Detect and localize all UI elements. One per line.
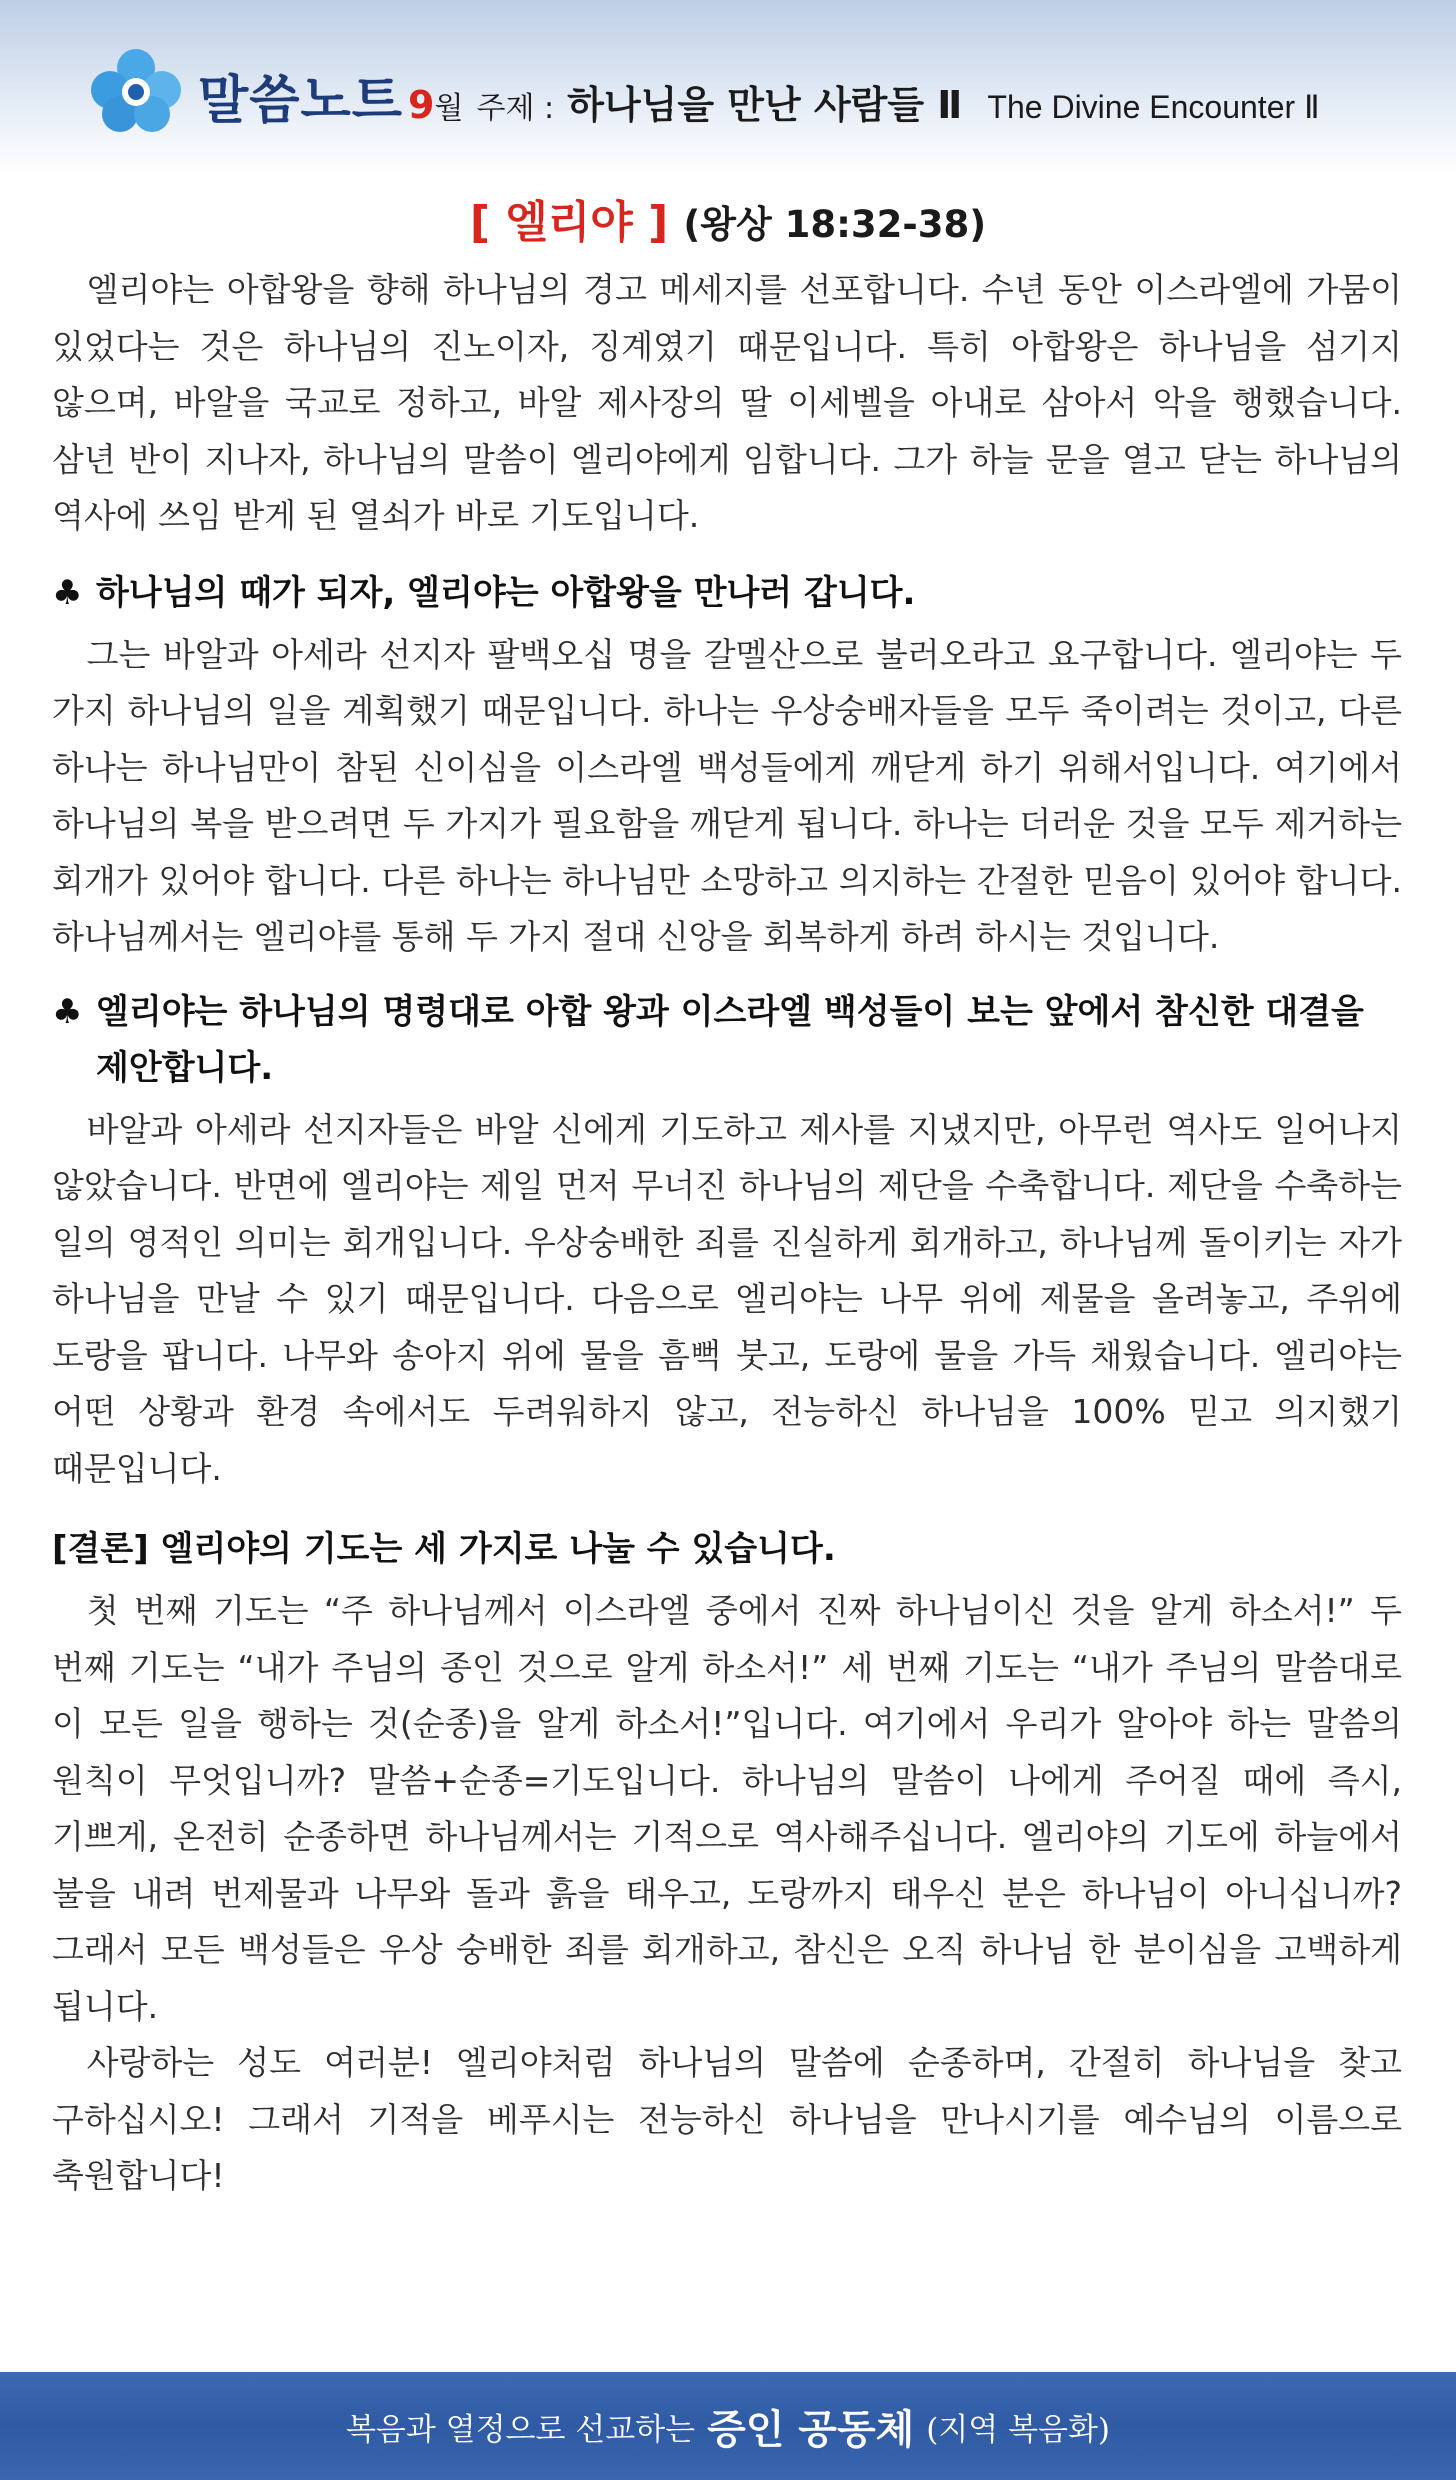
section-paragraph-2: 바알과 아세라 선지자들은 바알 신에게 기도하고 제사를 지냈지만, 아무런 역사도 일어나지 않았습니다. 반면에 엘리야는 제일 먼저 무너진 하나님의 제단을 수축합니다. 제단을 수축하는 일의 영적인 의미는 회개입니다. 우상숭배한 죄를 진실하게 회개하고, 하나님께 돌이키는 자가 하나님을 만날 수 있기 때문입니다. 다음으로 엘리야는 나무 위에 제물을 올려놓고, 주위에 도랑을 팝니다. 나무와 송아지 위에 물을 흠뻑 붓고, 도랑에 물을 가득 채웠습니다. 엘리야는 어떤 상황과 환경 속에서도 두려워하지 않고, 전능하신 하나님을 100% 믿고 의지했기 때문입니다. [52,1109,1402,1488]
club-bullet-icon: ♣ [52,572,83,613]
page-footer [0,2372,1456,2480]
sermon-body [52,262,1402,2205]
section-paragraph-1: 그는 바알과 아세라 선지자 팔백오십 명을 갈멜산으로 불러오라고 요구합니다. 엘리야는 두 가지 하나님의 일을 계획했기 때문입니다. 하나는 우상숭배자들을 모두 죽이려는 것이고, 다른 하나는 하나님만이 참된 신이심을 이스라엘 백성들에게 깨닫게 하기 위해서입니다. 여기에서 하나님의 복을 받으려면 두 가지가 필요함을 깨닫게 됩니다. 하나는 더러운 것을 모두 제거하는 회개가 있어야 합니다. 다른 하나는 하나님만 소망하고 의지하는 간절한 믿음이 있어야 합니다. 하나님께서는 엘리야를 통해 두 가지 절대 신앙을 회복하게 하려 하시는 것입니다. [52,634,1402,956]
theme-month-suffix: 월 [434,91,464,126]
conclusion-paragraph: 첫 번째 기도는 “주 하나님께서 이스라엘 중에서 진짜 하나님이신 것을 알게 하소서!” 두 번째 기도는 “내가 주님의 종인 것으로 알게 하소서!” 세 번째 기도는 “내가 주님의 말씀대로 이 모든 일을 행하는 것(순종)을 알게 하소서!”입니다. 여기에서 우리가 알아야 하는 말씀의 원칙이 무엇입니까? 말씀+순종=기도입니다. 하나님의 말씀이 나에게 주어질 때에 즉시, 기쁘게, 온전히 순종하면 하나님께서는 기적으로 역사해주십니다. 엘리야의 기도에 하늘에서 불을 내려 번제물과 나무와 돌과 흙을 태우고, 도랑까지 태우신 분은 하나님이 아니십니까? 그래서 모든 백성들은 우상 숭배한 죄를 회개하고, 참신은 오직 하나님 한 분이심을 고백하게 됩니다. [52,1591,1402,2026]
page-header [0,0,1456,175]
section-heading-1 [52,565,1402,621]
theme-label: 주제 : [476,91,555,126]
brand-title: 말씀노트 [198,71,403,131]
intro-paragraph: 엘리야는 아합왕을 향해 하나님의 경고 메세지를 선포합니다. 수년 동안 이스라엘에 가뭄이 있었다는 것은 하나님의 진노이자, 징계였기 때문입니다. 특히 아합왕은 하나님을 섬기지 않으며, 바알을 국교로 정하고, 바알 제사장의 딸 이세벨을 아내로 삼아서 악을 행했습니다. 삼년 반이 지나자, 하나님의 말씀이 엘리야에게 임합니다. 그가 하늘 문을 열고 닫는 하나님의 역사에 쓰임 받게 된 열쇠가 바로 기도입니다. [52,270,1402,535]
conclusion-heading: [결론] 엘리야의 기도는 세 가지로 나눌 수 있습니다. [52,1529,836,1569]
sermon-title [0,186,1456,250]
footer-community-name: 증인 공동체 [707,2405,915,2453]
club-bullet-icon: ♣ [52,991,83,1032]
theme-english-title: The Divine Encounter Ⅱ [987,89,1320,125]
closing-paragraph: 사랑하는 성도 여러분! 엘리야처럼 하나님의 말씀에 순종하며, 간절히 하나님을 찾고 구하십시오! 그래서 기적을 베푸시는 전능하신 하나님을 만나시기를 예수님의 이름으로 축원합니다! [52,2043,1402,2195]
theme-month: 9 [408,83,435,127]
theme-title: 하나님을 만난 사람들 Ⅱ [567,83,963,127]
section-heading-2-text: 엘리야는 하나님의 명령대로 아합 왕과 이스라엘 백성들이 보는 앞에서 참신한 대결을 제안합니다. [96,991,1364,1088]
section-heading-1-text: 하나님의 때가 되자, 엘리야는 아합왕을 만나러 갑니다. [96,572,916,613]
theme-line [408,74,1320,129]
flower-logo-icon [84,46,188,134]
footer-subtitle: (지역 복음화) [926,2411,1111,2448]
sermon-title-name: [ 엘리야 ] [469,197,669,248]
section-heading-2 [52,984,1402,1096]
footer-slogan: 복음과 열정으로 선교하는 [345,2411,696,2448]
scripture-reference: (왕상 18:32-38) [683,203,987,246]
